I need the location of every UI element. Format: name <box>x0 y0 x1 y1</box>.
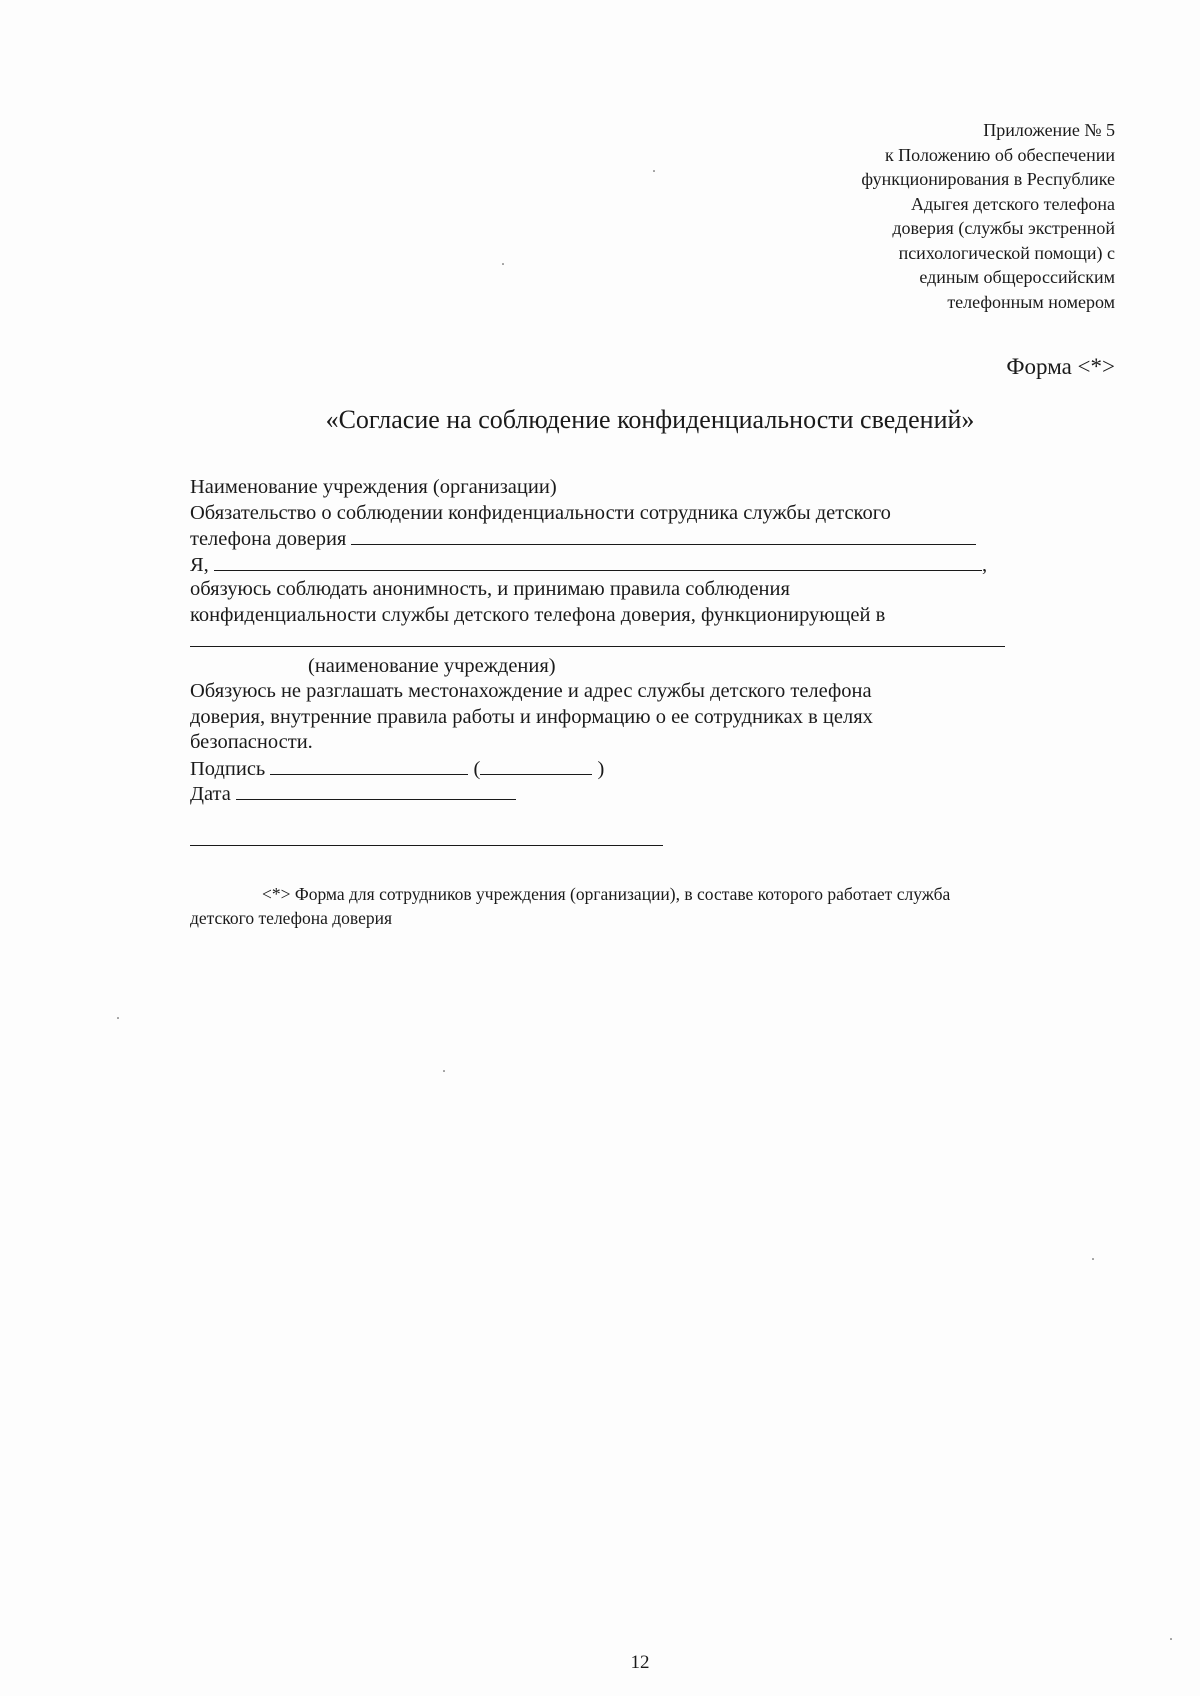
institution-caption: (наименование учреждения) <box>308 654 556 677</box>
document-title: «Согласие на соблюдение конфиденциальности сведений» <box>325 405 975 434</box>
org-name-label: Наименование учреждения (организации) <box>190 476 557 498</box>
commit-text-1: обязуюсь соблюдать анонимность, и принимаю правила соблюдения <box>190 578 790 600</box>
appendix-line: функционирования в Республике <box>861 169 1115 189</box>
disclose-text-3: безопасности. <box>190 731 313 753</box>
helpline-name-field[interactable] <box>351 526 976 545</box>
scan-speck <box>1170 1638 1172 1640</box>
disclose-text-1: Обязуюсь не разглашать местонахождение и адрес службы детского телефона <box>190 680 872 702</box>
obligation-line <box>190 501 1020 527</box>
disclose-line-2 <box>190 705 1020 731</box>
appendix-line: Приложение № 5 <box>983 120 1115 140</box>
paren-open: ( <box>473 757 481 780</box>
scan-speck <box>1092 1258 1094 1260</box>
signature-field[interactable] <box>270 756 468 775</box>
institution-caption-line <box>190 654 1020 680</box>
helpline-label: телефона доверия <box>190 528 347 550</box>
paren-close: ) <box>597 757 605 780</box>
scan-speck <box>653 170 655 172</box>
page-number: 12 <box>630 1652 650 1673</box>
footnote <box>190 882 1080 930</box>
helpline-line <box>190 526 1020 552</box>
appendix-line: телефонным номером <box>947 291 1115 312</box>
appendix-line: доверия (службы экстренной <box>892 218 1115 238</box>
footnote-line-1: <*> Форма для сотрудников учреждения (организации), в составе которого работает служба <box>262 884 951 904</box>
disclose-text-2: доверия, внутренние правила работы и информацию о ее сотрудниках в целях <box>190 705 873 728</box>
obligation-text: Обязательство о соблюдении конфиденциальности сотрудника службы детского <box>190 501 891 524</box>
scan-speck <box>117 1017 119 1019</box>
institution-line <box>190 628 1020 654</box>
name-line <box>190 552 1020 578</box>
commit-line-2 <box>190 603 1020 629</box>
org-name-line <box>190 475 1020 501</box>
commit-text-2: конфиденциальности службы детского телефона доверия, функционирующей в <box>190 603 886 626</box>
employee-name-field[interactable] <box>214 552 982 571</box>
scan-speck <box>443 1070 445 1072</box>
appendix-line: к Положению об обеспечении <box>884 144 1115 165</box>
i-label: Я, <box>190 553 209 576</box>
commit-line-1 <box>190 577 1020 603</box>
date-label: Дата <box>190 783 231 805</box>
scan-speck <box>502 263 504 265</box>
appendix-line: психологической помощи) с <box>898 242 1115 263</box>
form-label: Форма <*> <box>1006 354 1115 379</box>
name-comma: , <box>981 553 988 576</box>
appendix-header <box>785 118 1115 314</box>
disclose-line-3 <box>190 730 1020 756</box>
institution-name-field[interactable] <box>190 628 1005 647</box>
form-body <box>190 475 1020 807</box>
appendix-line: Адыгея детского телефона <box>911 193 1115 214</box>
signature-name-field[interactable] <box>480 756 592 775</box>
disclose-line-1 <box>190 679 1020 705</box>
appendix-line: единым общероссийским <box>919 267 1115 287</box>
signature-line <box>190 756 1020 782</box>
footnote-separator <box>190 845 663 846</box>
date-line <box>190 781 1020 807</box>
footnote-line-2: детского телефона доверия <box>190 908 393 928</box>
date-field[interactable] <box>236 781 516 800</box>
signature-label: Подпись <box>190 757 266 780</box>
